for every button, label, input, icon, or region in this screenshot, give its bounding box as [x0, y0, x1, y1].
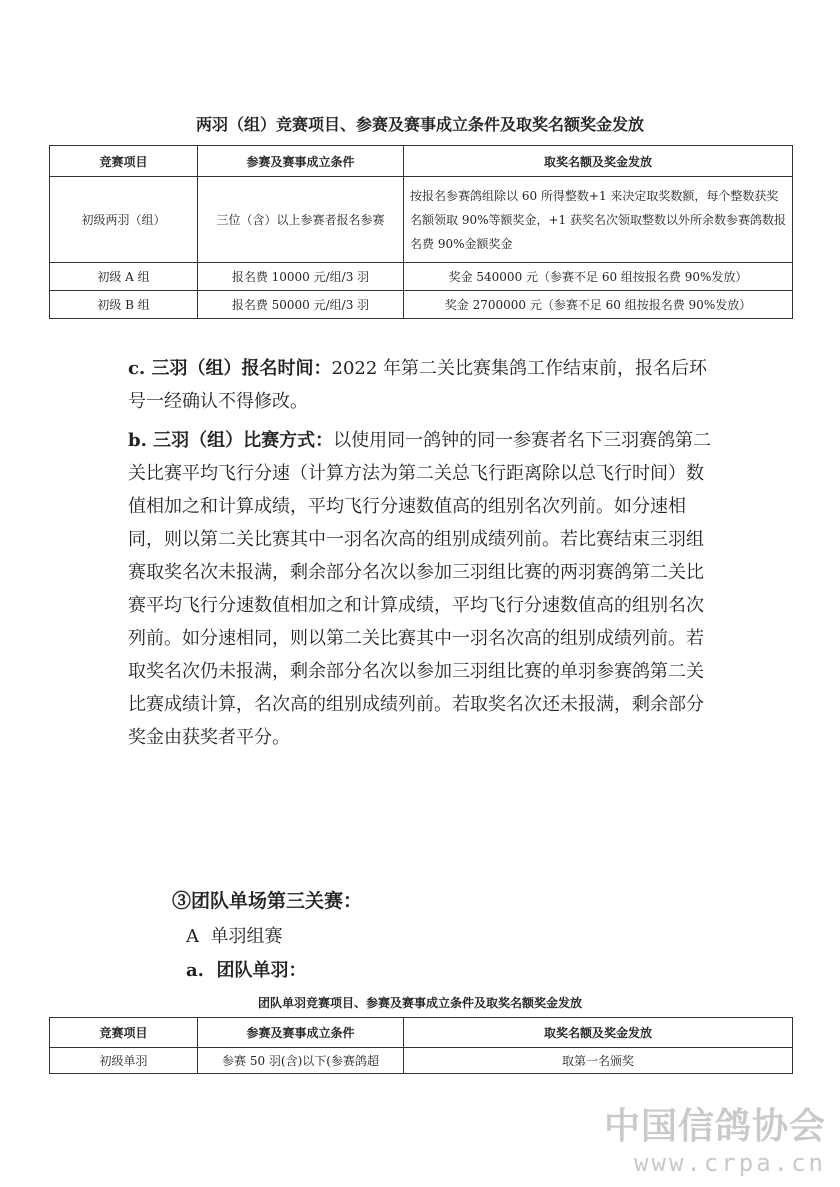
table-cell: 报名费 50000 元/组/3 羽: [198, 291, 404, 319]
paragraph-text: 以使用同一鸽钟的同一参赛者名下三羽赛鸽第二关比赛平均飞行分速（计算方法为第二关总飞行距离除以总飞行时间）数值相加之和计算成绩，平均飞行分速数值高的组别名次列前。如分速相同，则以第二关比赛其中一羽名次高的组别成绩列前。若比赛结束三羽组赛取奖名次未报满，剩余部分名次以参加三羽组比赛的两羽赛鸽第二关比赛平均飞行分速数值相加之和计算成绩，平均飞行分速数值高的组别名次列前。如分速相同，则以第二关比赛其中一羽名次高的组别成绩列前。若取奖名次仍未报满，剩余部分名次以参加三羽组比赛的单羽参赛鸽第二关比赛成绩计算，名次高的组别成绩列前。若取奖名次还未报满，剩余部分奖金由获奖者平分。: [128, 430, 712, 748]
subsection-heading: A 单羽组赛: [186, 926, 283, 947]
table-cell: 参赛 50 羽(含)以下(参赛鸽超: [198, 1048, 404, 1074]
table-cell: 初级单羽: [50, 1048, 198, 1074]
subsection-item-heading: a. 团队单羽：: [186, 960, 307, 981]
table-cell: 奖金 540000 元（参赛不足 60 组按报名费 90%发放）: [404, 263, 793, 291]
table-row: [50, 177, 793, 263]
table-cell: 按报名参赛鸽组除以 60 所得整数+1 来决定取奖数额，每个整数获奖名额领取 90%等额奖金，+1 获奖名次领取整数以外所余数参赛鸽数报名费 90%金额奖金: [404, 177, 793, 263]
table1-header-cell: 取奖名额及奖金发放: [404, 146, 793, 177]
table-cell: 报名费 10000 元/组/3 羽: [198, 263, 404, 291]
section-heading: ③团队单场第三关赛：: [172, 890, 363, 912]
table1: [49, 145, 793, 319]
table-cell: 初级 A 组: [50, 263, 198, 291]
table1-header-row: [50, 146, 793, 177]
table-cell: 初级两羽（组）: [50, 177, 198, 263]
watermark: [604, 1098, 826, 1177]
table2-header-cell: 竞赛项目: [50, 1018, 198, 1048]
table-cell: 取第一名颁奖: [404, 1048, 793, 1074]
paragraph-text: 2022 年第二关比赛集鸽工作结束前，报名后环号一经确认不得修改。: [128, 358, 708, 412]
paragraph-registration-time: [128, 352, 718, 418]
table-row: [50, 1048, 793, 1074]
table1-header-cell: 参赛及赛事成立条件: [198, 146, 404, 177]
table-row: [50, 291, 793, 319]
paragraph-competition-method: [128, 424, 718, 754]
table-row: [50, 263, 793, 291]
table2-header-cell: 参赛及赛事成立条件: [198, 1018, 404, 1048]
table1-title: 两羽（组）竞赛项目、参赛及赛事成立条件及取奖名额奖金发放: [195, 115, 644, 134]
table2-header-row: [50, 1018, 793, 1048]
table-cell: 三位（含）以上参赛者报名参赛: [198, 177, 404, 263]
table2-title: 团队单羽竞赛项目、参赛及赛事成立条件及取奖名额奖金发放: [257, 996, 582, 1010]
paragraph-lead: b. 三羽（组）比赛方式：: [128, 430, 334, 451]
watermark-url: www.crpa.cn: [634, 1149, 826, 1177]
watermark-org-name: 中国信鸽协会: [603, 1106, 826, 1147]
table-cell: 初级 B 组: [50, 291, 198, 319]
table2: [49, 1017, 793, 1074]
paragraph-lead: c. 三羽（组）报名时间：: [128, 358, 332, 379]
table2-header-cell: 取奖名额及奖金发放: [404, 1018, 793, 1048]
table-cell: 奖金 2700000 元（参赛不足 60 组按报名费 90%发放）: [404, 291, 793, 319]
table1-header-cell: 竞赛项目: [50, 146, 198, 177]
